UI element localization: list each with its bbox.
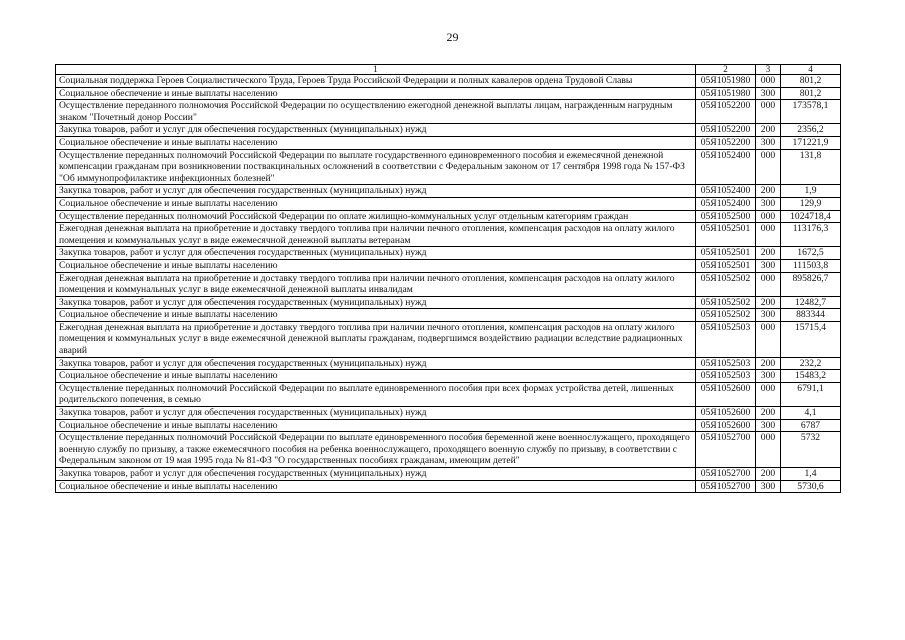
row-code-cell: 05Я1051980: [696, 87, 756, 100]
row-name-cell: Ежегодная денежная выплата на приобретение и доставку твердого топлива при наличии печного отопления, компенсация расходов на оплату жилого помещения и коммунальных услуг в виде ежемесячной денежной выплаты гражданам, подвергшимся воздействию радиации вследствие радиационных аварий: [56, 321, 696, 357]
row-type-cell: 000: [756, 223, 781, 247]
budget-table: [55, 64, 841, 493]
table-row: [56, 480, 841, 493]
row-name-cell: Осуществление переданных полномочий Российской Федерации по выплате единовременного пособия беременной жене военнослужащего, проходящего военную службу по призыву, а также ежемесячного пособия на ребенка военнослужащего, проходящего военную службу по призыву, в соответствии с Федеральным законом от 19 мая 1995 года № 81-ФЗ "О государственных пособиях гражданам, имеющим детей": [56, 432, 696, 468]
row-name-cell: Закупка товаров, работ и услуг для обеспечения государственных (муниципальных) нужд: [56, 124, 696, 137]
row-sum-cell: 15483,2: [781, 370, 841, 383]
row-name-cell: Социальное обеспечение и иные выплаты населению: [56, 197, 696, 210]
table-row: [56, 247, 841, 260]
row-sum-cell: 5730,6: [781, 480, 841, 493]
row-type-cell: 300: [756, 370, 781, 383]
row-code-cell: 05Я1052700: [696, 432, 756, 468]
row-sum-cell: 883344: [781, 309, 841, 322]
row-sum-cell: 2356,2: [781, 124, 841, 137]
row-name-cell: Закупка товаров, работ и услуг для обеспечения государственных (муниципальных) нужд: [56, 247, 696, 260]
row-name-cell: Социальное обеспечение и иные выплаты населению: [56, 480, 696, 493]
table-row: [56, 432, 841, 468]
table-row: [56, 382, 841, 406]
row-code-cell: 05Я1052600: [696, 419, 756, 432]
row-type-cell: 300: [756, 309, 781, 322]
row-code-cell: 05Я1052600: [696, 407, 756, 420]
row-sum-cell: 6791,1: [781, 382, 841, 406]
row-sum-cell: 232,2: [781, 357, 841, 370]
row-name-cell: Социальное обеспечение и иные выплаты населению: [56, 419, 696, 432]
row-name-cell: Закупка товаров, работ и услуг для обеспечения государственных (муниципальных) нужд: [56, 407, 696, 420]
table-row: [56, 407, 841, 420]
column-header-name: 1: [56, 65, 696, 75]
row-type-cell: 200: [756, 357, 781, 370]
row-name-cell: Социальное обеспечение и иные выплаты населению: [56, 309, 696, 322]
table-row: [56, 272, 841, 296]
row-code-cell: 05Я1052400: [696, 149, 756, 185]
row-type-cell: 300: [756, 259, 781, 272]
table-row: [56, 75, 841, 88]
row-name-cell: Осуществление переданного полномочия Российской Федерации по осуществлению ежегодной денежной выплаты лицам, награжденным нагрудным знаком "Почетный донор России": [56, 100, 696, 124]
table-row: [56, 210, 841, 223]
column-header-sum: 4: [781, 65, 841, 75]
table-row: [56, 124, 841, 137]
table-row: [56, 223, 841, 247]
column-header-type: 3: [756, 65, 781, 75]
row-type-cell: 300: [756, 87, 781, 100]
row-sum-cell: 1672,5: [781, 247, 841, 260]
row-code-cell: 05Я1052501: [696, 247, 756, 260]
table-row: [56, 149, 841, 185]
table-row: [56, 357, 841, 370]
row-name-cell: Ежегодная денежная выплата на приобретение и доставку твердого топлива при наличии печного отопления, компенсация расходов на оплату жилого помещения и коммунальных услуг в виде ежемесячной денежной выплаты инвалидам: [56, 272, 696, 296]
table-row: [56, 259, 841, 272]
row-sum-cell: 173578,1: [781, 100, 841, 124]
row-code-cell: 05Я1052200: [696, 100, 756, 124]
row-sum-cell: 6787: [781, 419, 841, 432]
row-type-cell: 200: [756, 185, 781, 198]
row-code-cell: 05Я1052502: [696, 272, 756, 296]
row-type-cell: 000: [756, 272, 781, 296]
row-sum-cell: 131,8: [781, 149, 841, 185]
row-type-cell: 300: [756, 419, 781, 432]
row-name-cell: Осуществление переданных полномочий Российской Федерации по выплате единовременного пособия при всех формах устройства детей, лишенных родительского попечения, в семью: [56, 382, 696, 406]
row-type-cell: 000: [756, 149, 781, 185]
row-type-cell: 200: [756, 124, 781, 137]
row-sum-cell: 129,9: [781, 197, 841, 210]
row-sum-cell: 12482,7: [781, 296, 841, 309]
table-row: [56, 197, 841, 210]
row-name-cell: Закупка товаров, работ и услуг для обеспечения государственных (муниципальных) нужд: [56, 185, 696, 198]
row-code-cell: 05Я1052503: [696, 370, 756, 383]
row-code-cell: 05Я1051980: [696, 75, 756, 88]
row-sum-cell: 15715,4: [781, 321, 841, 357]
table-row: [56, 468, 841, 481]
row-name-cell: Закупка товаров, работ и услуг для обеспечения государственных (муниципальных) нужд: [56, 468, 696, 481]
table-row: [56, 419, 841, 432]
table-row: [56, 309, 841, 322]
row-sum-cell: 1,9: [781, 185, 841, 198]
row-code-cell: 05Я1052200: [696, 124, 756, 137]
row-code-cell: 05Я1052501: [696, 259, 756, 272]
page-number: 29: [446, 30, 459, 44]
row-type-cell: 200: [756, 247, 781, 260]
row-sum-cell: 801,2: [781, 75, 841, 88]
row-type-cell: 200: [756, 296, 781, 309]
row-code-cell: 05Я1052700: [696, 480, 756, 493]
table-row: [56, 136, 841, 149]
row-name-cell: Социальное обеспечение и иные выплаты населению: [56, 259, 696, 272]
row-sum-cell: 5732: [781, 432, 841, 468]
row-sum-cell: 4,1: [781, 407, 841, 420]
row-type-cell: 000: [756, 321, 781, 357]
row-code-cell: 05Я1052200: [696, 136, 756, 149]
row-sum-cell: 113176,3: [781, 223, 841, 247]
row-type-cell: 000: [756, 75, 781, 88]
row-sum-cell: 111503,8: [781, 259, 841, 272]
row-type-cell: 000: [756, 432, 781, 468]
row-code-cell: 05Я1052501: [696, 223, 756, 247]
row-name-cell: Ежегодная денежная выплата на приобретение и доставку твердого топлива при наличии печного отопления, компенсация расходов на оплату жилого помещения и коммунальных услуг в виде ежемесячной денежной выплаты ветеранам: [56, 223, 696, 247]
row-sum-cell: 1024718,4: [781, 210, 841, 223]
row-name-cell: Закупка товаров, работ и услуг для обеспечения государственных (муниципальных) нужд: [56, 357, 696, 370]
row-code-cell: 05Я1052502: [696, 296, 756, 309]
table-row: [56, 321, 841, 357]
row-type-cell: 000: [756, 210, 781, 223]
row-type-cell: 300: [756, 480, 781, 493]
row-name-cell: Закупка товаров, работ и услуг для обеспечения государственных (муниципальных) нужд: [56, 296, 696, 309]
row-code-cell: 05Я1052503: [696, 357, 756, 370]
table-row: [56, 296, 841, 309]
row-sum-cell: 801,2: [781, 87, 841, 100]
table-row: [56, 87, 841, 100]
row-code-cell: 05Я1052400: [696, 185, 756, 198]
row-sum-cell: 1,4: [781, 468, 841, 481]
table-row: [56, 370, 841, 383]
row-type-cell: 200: [756, 407, 781, 420]
row-name-cell: Социальное обеспечение и иные выплаты населению: [56, 136, 696, 149]
row-code-cell: 05Я1052700: [696, 468, 756, 481]
row-name-cell: Социальная поддержка Героев Социалистического Труда, Героев Труда Российской Федерации и полных кавалеров ордена Трудовой Славы: [56, 75, 696, 88]
row-code-cell: 05Я1052502: [696, 309, 756, 322]
row-type-cell: 000: [756, 382, 781, 406]
row-code-cell: 05Я1052600: [696, 382, 756, 406]
row-type-cell: 300: [756, 197, 781, 210]
table-body: [56, 65, 841, 493]
row-name-cell: Осуществление переданных полномочий Российской Федерации по выплате государственного единовременного пособия и ежемесячной денежной компенсации гражданам при возникновении поствакцинальных осложнений в соответствии с Федеральным законом от 17 сентября 1998 года № 157-ФЗ "Об иммунопрофилактике инфекционных болезней": [56, 149, 696, 185]
row-name-cell: Осуществление переданных полномочий Российской Федерации по оплате жилищно-коммунальных услуг отдельным категориям граждан: [56, 210, 696, 223]
row-name-cell: Социальное обеспечение и иные выплаты населению: [56, 87, 696, 100]
row-type-cell: 300: [756, 136, 781, 149]
row-code-cell: 05Я1052503: [696, 321, 756, 357]
table-row: [56, 185, 841, 198]
row-code-cell: 05Я1052500: [696, 210, 756, 223]
row-name-cell: Социальное обеспечение и иные выплаты населению: [56, 370, 696, 383]
row-type-cell: 000: [756, 100, 781, 124]
row-sum-cell: 895826,7: [781, 272, 841, 296]
table-header-row: [56, 65, 841, 75]
row-code-cell: 05Я1052400: [696, 197, 756, 210]
column-header-code: 2: [696, 65, 756, 75]
row-sum-cell: 171221,9: [781, 136, 841, 149]
table-row: [56, 100, 841, 124]
row-type-cell: 200: [756, 468, 781, 481]
